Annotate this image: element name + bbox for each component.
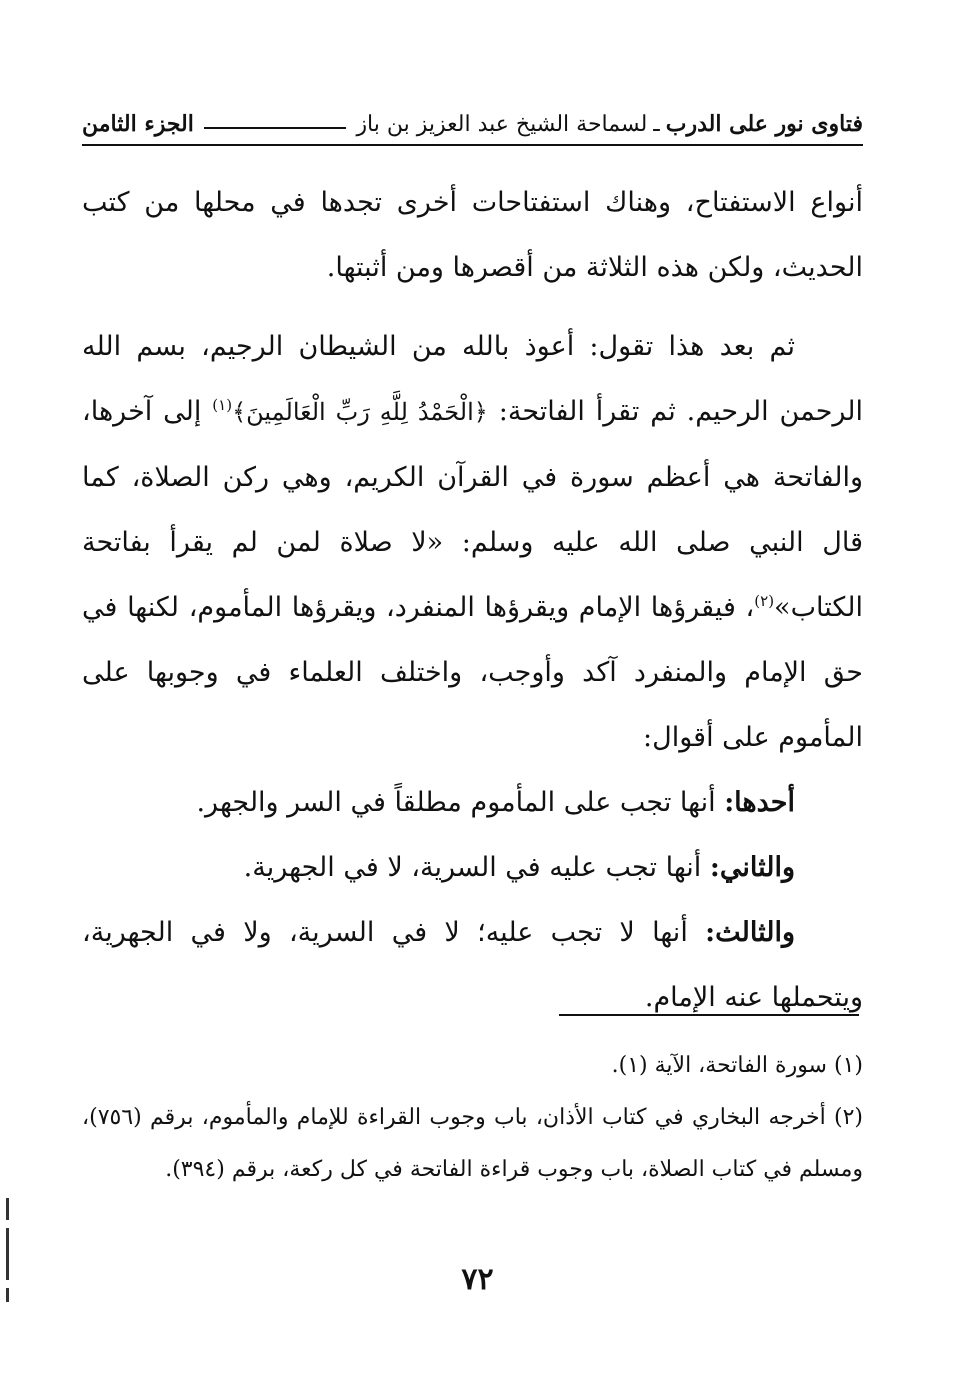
footnote-ref-2[interactable]: (٢) [754,592,775,610]
footnote-ref-1[interactable]: (١) [212,396,233,414]
book-title: فتاوى نور على الدرب [665,111,863,137]
author-name: لسماحة الشيخ عبد العزيز بن باز [356,111,648,137]
page-number: ٧٢ [461,1262,494,1297]
header-separator: ـ [653,111,660,137]
header-dash-rule [204,127,347,129]
main-text [82,170,863,1030]
scan-edge-mark [6,1198,9,1220]
paragraph-2-part-b: إلى آخرها، والفاتحة هي أعظم سورة في القرآن الكريم، وهي ركن الصلاة، كما قال النبي صلى الله عليه وسلم: «لا صلاة لمن لم يقرأ بفاتحة الكتاب» [82,396,863,623]
running-header [82,104,863,146]
opinion-1-text: أنها تجب على المأموم مطلقاً في السر والجهر. [196,787,725,818]
opinion-2-text: أنها تجب عليه في السرية، لا في الجهرية. [243,852,710,883]
volume-label: الجزء الثامن [82,111,194,137]
quran-verse: ﴿الْحَمْدُ لِلَّهِ رَبِّ الْعَالَمِينَ﴾ [232,398,488,426]
paragraph-2 [82,314,863,770]
opinion-3-text: أنها لا تجب عليه؛ لا في السرية، ولا في الجهرية، ويتحملها عنه الإمام. [82,917,863,1013]
scan-edge-mark [6,1288,9,1302]
footnote-2: (٢) أخرجه البخاري في كتاب الأذان، باب وجوب القراءة للإمام والمأموم، برقم (٧٥٦)، ومسلم في كتاب الصلاة، باب وجوب قراءة الفاتحة في كل ركعة، برقم (٣٩٤). [82,1105,863,1182]
opinion-2 [82,835,863,900]
opinion-3 [82,900,863,1030]
opinion-2-lead: والثاني: [709,852,795,883]
footnote-1: (١) سورة الفاتحة، الآية (١). [611,1053,863,1078]
paragraph-2-part-c: ، فيقرؤها الإمام ويقرؤها المنفرد، ويقرؤها المأموم، لكنها في حق الإمام والمنفرد آكد وأوجب، واختلف العلماء في وجوبها على المأموم على أقوال: [82,592,863,753]
paragraph-2-part-a: ثم بعد هذا تقول: أعوذ بالله من الشيطان الرجيم، بسم الله الرحمن الرحيم. ثم تقرأ الفاتحة: [82,331,864,427]
opinion-1 [82,770,863,835]
paragraph-1: أنواع الاستفتاح، وهناك استفتاحات أخرى تجدها في محلها من كتب الحديث، ولكن هذه الثلاثة من أقصرها ومن أثبتها. [82,187,863,283]
opinion-1-lead: أحدها: [724,787,795,818]
footnotes [82,1040,863,1196]
footnote-divider [559,1014,859,1016]
scan-edge-mark [6,1228,9,1280]
opinion-3-lead: والثالث: [705,917,795,948]
